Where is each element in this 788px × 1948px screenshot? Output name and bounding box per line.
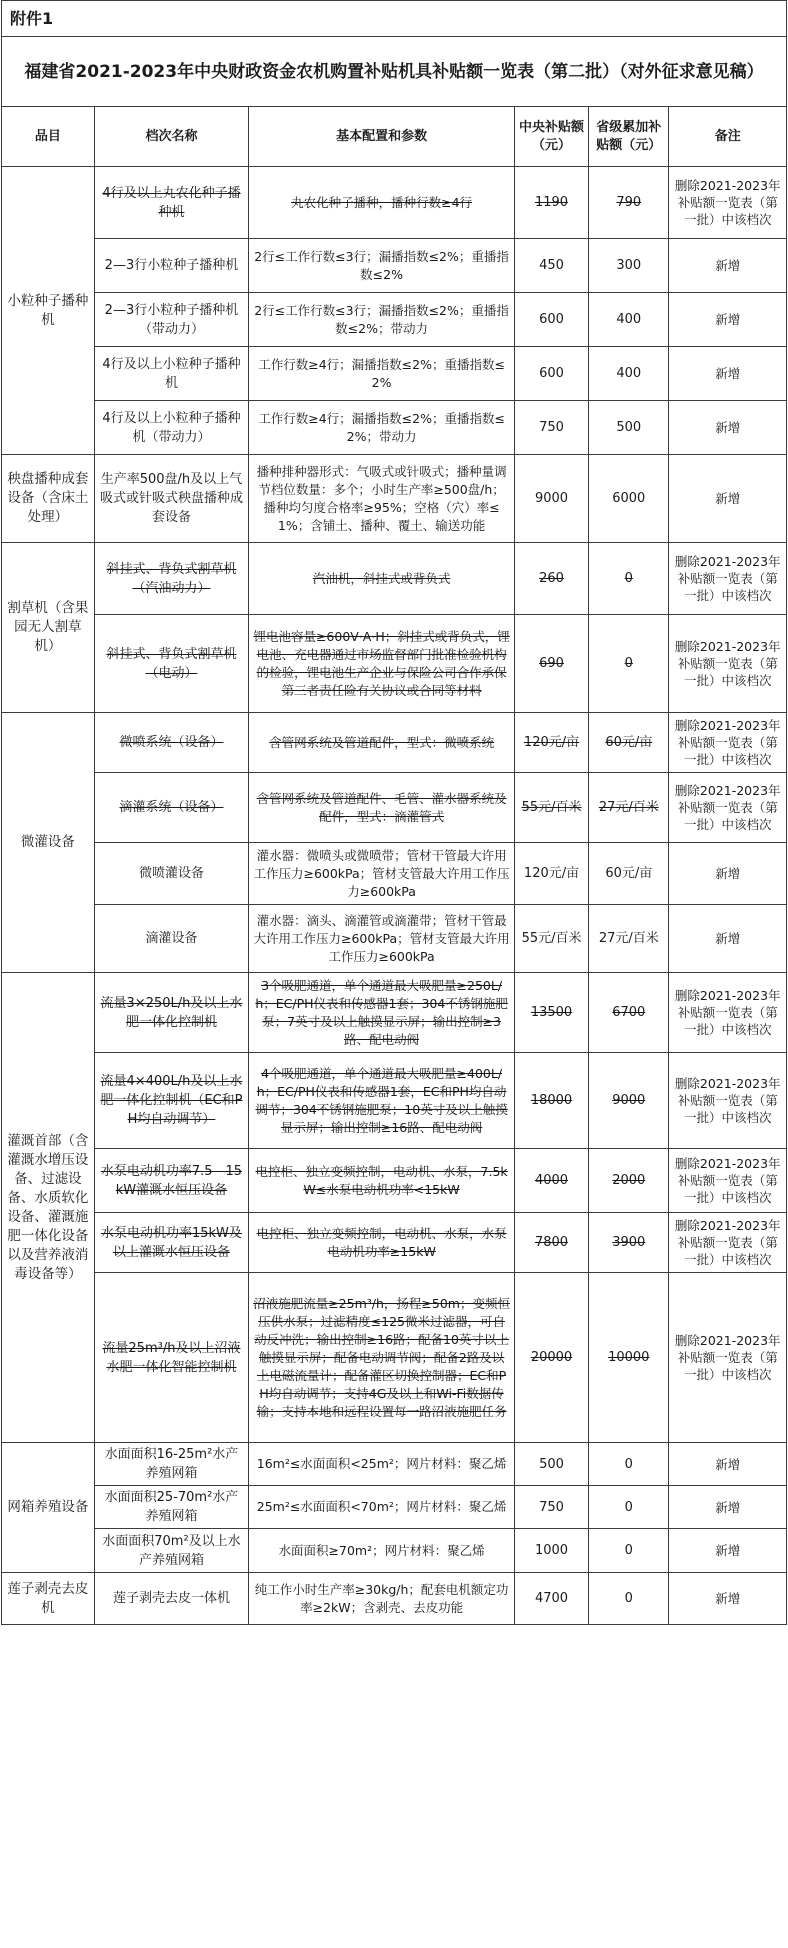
provincial-subsidy-cell: 0 (589, 615, 669, 713)
central-subsidy-cell: 13500 (514, 973, 588, 1053)
grade-cell: 4行及以上小粒种子播种机（带动力） (94, 401, 249, 455)
config-cell: 4个吸肥通道，单个通道最大吸肥量≥400L/h；EC/PH仪表和传感器1套，EC和PH均自动调节；304不锈钢施肥泵；10英寸及以上触摸显示屏；输出控制≥16路、配电动阀 (249, 1053, 515, 1149)
note-cell: 新增 (669, 293, 787, 347)
config-cell: 含管网系统及管道配件、毛管、灌水器系统及配件，型式：滴灌管式 (249, 773, 515, 843)
config-cell: 播种排种器形式：气吸式或针吸式；播种量调节档位数量：多个；小时生产率≥500盘/h；播种均匀度合格率≥95%；空格（穴）率≤1%；含铺土、播种、覆土、输送功能 (249, 455, 515, 543)
central-subsidy-cell: 55元/百米 (514, 773, 588, 843)
table-row (2, 401, 787, 455)
table-row (2, 615, 787, 713)
header-note: 备注 (669, 107, 787, 167)
grade-cell: 水面面积70m²及以上水产养殖网箱 (94, 1529, 249, 1573)
note-cell: 删除2021-2023年补贴额一览表（第一批）中该档次 (669, 543, 787, 615)
provincial-subsidy-cell: 6000 (589, 455, 669, 543)
config-cell: 电控柜、独立变频控制，电动机、水泵，水泵电动机功率≥15kW (249, 1213, 515, 1273)
note-cell: 新增 (669, 347, 787, 401)
provincial-subsidy-cell: 0 (589, 1443, 669, 1486)
note-cell: 新增 (669, 455, 787, 543)
provincial-subsidy-cell: 27元/百米 (589, 905, 669, 973)
central-subsidy-cell: 55元/百米 (514, 905, 588, 973)
provincial-subsidy-cell: 0 (589, 1529, 669, 1573)
note-cell: 删除2021-2023年补贴额一览表（第一批）中该档次 (669, 973, 787, 1053)
central-subsidy-cell: 1000 (514, 1529, 588, 1573)
table-row (2, 1529, 787, 1573)
header-row (2, 107, 787, 167)
provincial-subsidy-cell: 400 (589, 347, 669, 401)
central-subsidy-cell: 750 (514, 1486, 588, 1529)
config-cell: 含管网系统及管道配件，型式：微喷系统 (249, 713, 515, 773)
category-cell: 小粒种子播种机 (2, 167, 95, 455)
config-cell: 25m²≤水面面积<70m²；网片材料：聚乙烯 (249, 1486, 515, 1529)
provincial-subsidy-cell: 0 (589, 1573, 669, 1625)
provincial-subsidy-cell: 300 (589, 239, 669, 293)
table-row (2, 773, 787, 843)
table-row (2, 1213, 787, 1273)
category-cell: 微灌设备 (2, 713, 95, 973)
note-cell: 删除2021-2023年补贴额一览表（第一批）中该档次 (669, 1273, 787, 1443)
central-subsidy-cell: 20000 (514, 1273, 588, 1443)
provincial-subsidy-cell: 10000 (589, 1273, 669, 1443)
category-cell: 秧盘播种成套设备（含床土处理） (2, 455, 95, 543)
header-provincial-subsidy: 省级累加补贴额（元） (589, 107, 669, 167)
note-cell: 新增 (669, 1573, 787, 1625)
config-cell: 2行≤工作行数≤3行；漏播指数≤2%；重播指数≤2%；带动力 (249, 293, 515, 347)
table-row (2, 1273, 787, 1443)
grade-cell: 斜挂式、背负式割草机（汽油动力） (94, 543, 249, 615)
central-subsidy-cell: 260 (514, 543, 588, 615)
config-cell: 沼液施肥流量≥25m³/h，扬程≥50m；变频恒压供水泵；过滤精度≤125微米过滤器，可自动反冲洗；输出控制≥16路；配备10英寸以上触摸显示屏；配备电动调节阀；配备2路及以上电磁流量计；配备灌区切换控制器；EC和PH均自动调节；支持4G及以上和Wi-Fi数据传输；支持本地和远程设置每一路沼液施肥任务 (249, 1273, 515, 1443)
table-row (2, 347, 787, 401)
title-row (2, 37, 787, 107)
config-cell: 3个吸肥通道，单个通道最大吸肥量≥250L/h；EC/PH仪表和传感器1套；304不锈钢施肥泵；7英寸及以上触摸显示屏；输出控制≥3路、配电动阀 (249, 973, 515, 1053)
table-row (2, 1149, 787, 1213)
note-cell: 新增 (669, 843, 787, 905)
provincial-subsidy-cell: 60元/亩 (589, 843, 669, 905)
central-subsidy-cell: 750 (514, 401, 588, 455)
config-cell: 电控柜、独立变频控制，电动机、水泵，7.5kW≤水泵电动机功率<15kW (249, 1149, 515, 1213)
provincial-subsidy-cell: 27元/百米 (589, 773, 669, 843)
grade-cell: 流量25m³/h及以上沼液水肥一体化智能控制机 (94, 1273, 249, 1443)
grade-cell: 2—3行小粒种子播种机 (94, 239, 249, 293)
provincial-subsidy-cell: 400 (589, 293, 669, 347)
note-cell: 新增 (669, 1529, 787, 1573)
central-subsidy-cell: 600 (514, 347, 588, 401)
annex-row (2, 1, 787, 37)
central-subsidy-cell: 600 (514, 293, 588, 347)
table-row (2, 1053, 787, 1149)
grade-cell: 莲子剥壳去皮一体机 (94, 1573, 249, 1625)
config-cell: 水面面积≥70m²；网片材料：聚乙烯 (249, 1529, 515, 1573)
table-row (2, 1573, 787, 1625)
grade-cell: 水面面积25-70m²水产养殖网箱 (94, 1486, 249, 1529)
grade-cell: 微喷系统（设备） (94, 713, 249, 773)
table-row (2, 293, 787, 347)
config-cell: 工作行数≥4行；漏播指数≤2%；重播指数≤2%；带动力 (249, 401, 515, 455)
grade-cell: 斜挂式、背负式割草机（电动） (94, 615, 249, 713)
config-cell: 丸农化种子播种，播种行数≥4行 (249, 167, 515, 239)
provincial-subsidy-cell: 60元/亩 (589, 713, 669, 773)
note-cell: 删除2021-2023年补贴额一览表（第一批）中该档次 (669, 1213, 787, 1273)
central-subsidy-cell: 450 (514, 239, 588, 293)
table-row (2, 167, 787, 239)
grade-cell: 滴灌系统（设备） (94, 773, 249, 843)
grade-cell: 2—3行小粒种子播种机（带动力） (94, 293, 249, 347)
central-subsidy-cell: 7800 (514, 1213, 588, 1273)
note-cell: 删除2021-2023年补贴额一览表（第一批）中该档次 (669, 167, 787, 239)
grade-cell: 流量3×250L/h及以上水肥一体化控制机 (94, 973, 249, 1053)
provincial-subsidy-cell: 3900 (589, 1213, 669, 1273)
note-cell: 删除2021-2023年补贴额一览表（第一批）中该档次 (669, 773, 787, 843)
subsidy-table (1, 0, 787, 1625)
central-subsidy-cell: 1190 (514, 167, 588, 239)
config-cell: 汽油机，斜挂式或背负式 (249, 543, 515, 615)
header-grade: 档次名称 (94, 107, 249, 167)
config-cell: 灌水器：滴头、滴灌管或滴灌带；管材干管最大许用工作压力≥600kPa；管材支管最大许用工作压力≥600kPa (249, 905, 515, 973)
header-central-subsidy: 中央补贴额（元） (514, 107, 588, 167)
grade-cell: 生产率500盘/h及以上气吸式或针吸式秧盘播种成套设备 (94, 455, 249, 543)
grade-cell: 水泵电动机功率15kW及以上灌溉水恒压设备 (94, 1213, 249, 1273)
category-cell: 割草机（含果园无人割草机） (2, 543, 95, 713)
table-row (2, 713, 787, 773)
table-title: 福建省2021-2023年中央财政资金农机购置补贴机具补贴额一览表（第二批）（对外征求意见稿） (2, 37, 787, 107)
provincial-subsidy-cell: 0 (589, 1486, 669, 1529)
central-subsidy-cell: 9000 (514, 455, 588, 543)
note-cell: 删除2021-2023年补贴额一览表（第一批）中该档次 (669, 713, 787, 773)
note-cell: 新增 (669, 905, 787, 973)
config-cell: 16m²≤水面面积<25m²；网片材料：聚乙烯 (249, 1443, 515, 1486)
table-row (2, 973, 787, 1053)
grade-cell: 4行及以上小粒种子播种机 (94, 347, 249, 401)
category-cell: 灌溉首部（含灌溉水增压设备、过滤设备、水质软化设备、灌溉施肥一体化设备以及营养液消毒设备等） (2, 973, 95, 1443)
table-row (2, 1486, 787, 1529)
category-cell: 网箱养殖设备 (2, 1443, 95, 1573)
provincial-subsidy-cell: 0 (589, 543, 669, 615)
annex-label: 附件1 (2, 1, 787, 37)
note-cell: 新增 (669, 1443, 787, 1486)
config-cell: 灌水器：微喷头或微喷带；管材干管最大许用工作压力≥600kPa；管材支管最大许用工作压力≥600kPa (249, 843, 515, 905)
grade-cell: 流量4×400L/h及以上水肥一体化控制机（EC和PH均自动调节） (94, 1053, 249, 1149)
config-cell: 纯工作小时生产率≥30kg/h；配套电机额定功率≥2kW；含剥壳、去皮功能 (249, 1573, 515, 1625)
central-subsidy-cell: 120元/亩 (514, 843, 588, 905)
grade-cell: 水面面积16-25m²水产养殖网箱 (94, 1443, 249, 1486)
central-subsidy-cell: 18000 (514, 1053, 588, 1149)
grade-cell: 滴灌设备 (94, 905, 249, 973)
note-cell: 删除2021-2023年补贴额一览表（第一批）中该档次 (669, 1053, 787, 1149)
header-category: 品目 (2, 107, 95, 167)
note-cell: 新增 (669, 401, 787, 455)
central-subsidy-cell: 4700 (514, 1573, 588, 1625)
provincial-subsidy-cell: 9000 (589, 1053, 669, 1149)
central-subsidy-cell: 4000 (514, 1149, 588, 1213)
grade-cell: 微喷灌设备 (94, 843, 249, 905)
table-row (2, 1443, 787, 1486)
header-config: 基本配置和参数 (249, 107, 515, 167)
note-cell: 新增 (669, 239, 787, 293)
central-subsidy-cell: 500 (514, 1443, 588, 1486)
config-cell: 2行≤工作行数≤3行；漏播指数≤2%；重播指数≤2% (249, 239, 515, 293)
table-row (2, 843, 787, 905)
provincial-subsidy-cell: 2000 (589, 1149, 669, 1213)
table-row (2, 239, 787, 293)
config-cell: 锂电池容量≥600V·A·H；斜挂式或背负式，锂电池、充电器通过市场监督部门批准检验机构的检验，锂电池生产企业与保险公司合作承保第三者责任险有关协议或合同等材料 (249, 615, 515, 713)
note-cell: 删除2021-2023年补贴额一览表（第一批）中该档次 (669, 1149, 787, 1213)
category-cell: 莲子剥壳去皮机 (2, 1573, 95, 1625)
note-cell: 删除2021-2023年补贴额一览表（第一批）中该档次 (669, 615, 787, 713)
central-subsidy-cell: 120元/亩 (514, 713, 588, 773)
config-cell: 工作行数≥4行；漏播指数≤2%；重播指数≤2% (249, 347, 515, 401)
table-row (2, 455, 787, 543)
provincial-subsidy-cell: 6700 (589, 973, 669, 1053)
provincial-subsidy-cell: 790 (589, 167, 669, 239)
note-cell: 新增 (669, 1486, 787, 1529)
central-subsidy-cell: 690 (514, 615, 588, 713)
table-row (2, 905, 787, 973)
grade-cell: 水泵电动机功率7.5—15kW灌溉水恒压设备 (94, 1149, 249, 1213)
grade-cell: 4行及以上丸农化种子播种机 (94, 167, 249, 239)
table-row (2, 543, 787, 615)
provincial-subsidy-cell: 500 (589, 401, 669, 455)
